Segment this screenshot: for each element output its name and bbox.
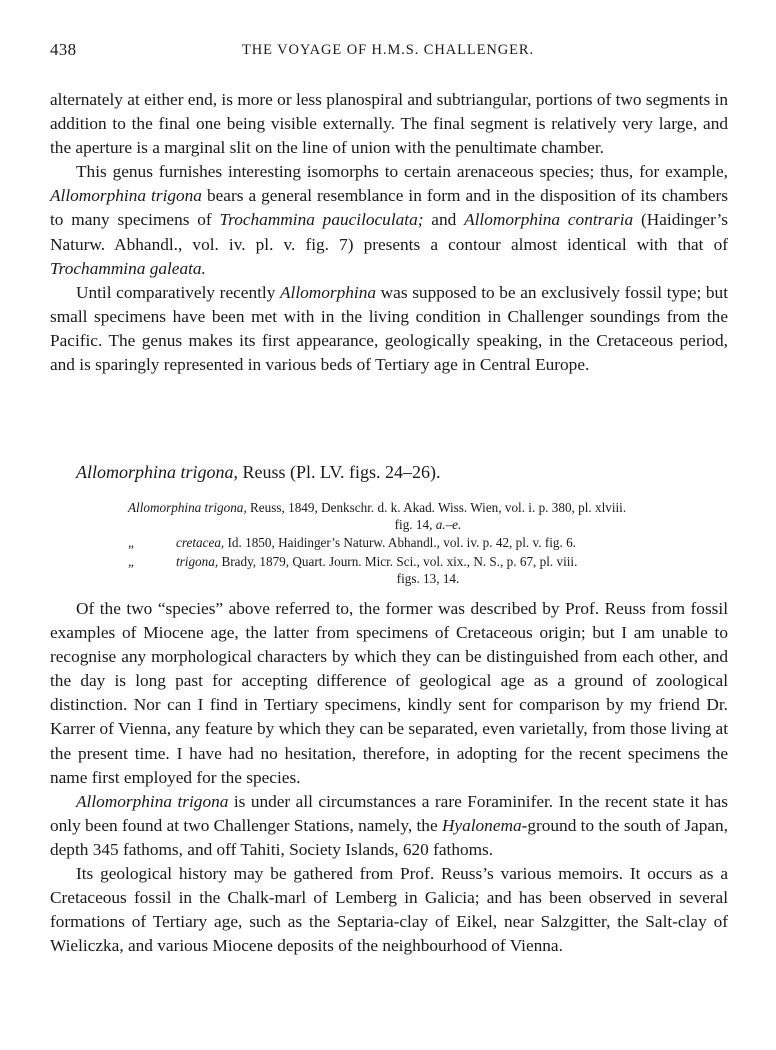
ditto-mark: „ [128, 554, 134, 569]
paragraph-distribution [50, 281, 728, 377]
running-title: THE VOYAGE OF H.M.S. CHALLENGER. [242, 42, 534, 58]
text-run: is under all circumstances a rare Foraminifer. In the recent state it has only been found at two Challenger Stations, namely, the [50, 791, 728, 835]
species-discussion [50, 597, 728, 958]
taxon-name: Trochammina galeata. [50, 258, 206, 278]
paragraph-recent-distribution [50, 790, 728, 862]
paragraph-species-comparison [50, 597, 728, 790]
species-name: Allomorphina trigona, [76, 462, 239, 482]
paragraph-text: alternately at either end, is more or less planospiral and subtriangular, portions of two segments in addition to the final one being visible externally. The final segment is relatively very large, and the aperture is a marginal slit on the line of union with the penultimate chamber. [50, 90, 728, 158]
paragraph-continued [50, 88, 728, 160]
ditto-mark: „ [128, 535, 134, 550]
taxon-name: Allomorphina trigona [50, 186, 202, 206]
taxon-name: Allomorphina [280, 282, 377, 302]
taxon-name: Allomorphina contraria [464, 210, 634, 230]
text-run: and [423, 210, 465, 230]
synonym-reference-cont: figs. 13, 14. [396, 570, 460, 586]
paragraph-isomorphs [50, 160, 728, 280]
synonym-reference-cont: fig. 14, [394, 516, 436, 532]
paragraph-text: Its geological history may be gathered from Prof. Reuss’s various memoirs. It occurs as a Cretaceous fossil in the Chalk-marl of Lemberg in Galicia; and has been observed in several formations of Tertiary age, such as the Septaria-clay of Eikel, near Salzgitter, the Salt-clay of Wieliczka, and various Miocene deposits of the neighbourhood of Vienna. [50, 864, 728, 956]
synonym-name: trigona, [176, 554, 219, 569]
synonym-reference: Brady, 1879, Quart. Journ. Micr. Sci., vol. xix., N. S., p. 67, pl. viii. [218, 554, 578, 569]
synonym-reference: Id. 1850, Haidinger’s Naturw. Abhandl., vol. iv. p. 42, pl. v. fig. 6. [224, 535, 576, 550]
text-run: was supposed to be an exclusively fossil type; but small specimens have been met with in the living condition in Challenger soundings from the Pacific. The genus makes its first appearance, geologically speaking, in the Cretaceous period, and is sparingly represented in various beds of Tertiary age in Central Europe. [50, 282, 728, 375]
taxon-name: Trochammina pauciloculata; [219, 210, 424, 230]
synonym-name: cretacea, [176, 535, 225, 550]
genus-description [50, 88, 728, 377]
text-run: Until comparatively recently [76, 282, 280, 302]
paragraph-text: Of the two “species” above referred to, the former was described by Prof. Reuss from fossil examples of Miocene age, the latter from specimens of Cretaceous origin; but I am unable to recognise any morphological characters by which they can be distinguished from each other, and the day is long past for accepting difference of geological age as a ground of zoological distinction. Nor can I find in Tertiary specimens, kindly sent for comparison by my friend Dr. Karrer of Vienna, any feature by which they can be separated, even varietally, from those living at the present time. I have had no hesitation, therefore, in adopting for the recent specimens the name first employed for the species. [50, 599, 728, 787]
page-number: 438 [50, 40, 77, 59]
synonym-reference: Reuss, 1849, Denkschr. d. k. Akad. Wiss. Wien, vol. i. p. 380, pl. xlviii. [246, 500, 627, 515]
synonymy-entry [128, 554, 728, 587]
synonymy-entry [128, 500, 728, 533]
text-run: -ground to the south of Japan, depth 345 fathoms, and off Tahiti, Society Islands, 620 fathoms. [50, 815, 729, 859]
species-heading [76, 460, 726, 484]
species-authority: Reuss (Pl. LV. figs. 24–26). [238, 462, 441, 482]
text-run: This genus furnishes interesting isomorphs to certain arenaceous species; thus, for example, [76, 162, 728, 182]
text-run: bears a general resemblance in form and in the disposition of its chambers to many specimens of [50, 186, 728, 230]
page-header [50, 40, 726, 64]
taxon-name: Allomorphina trigona [76, 791, 229, 811]
synonymy-entry [128, 535, 728, 552]
text-run: (Haidinger’s Naturw. Abhandl., vol. iv. pl. v. fig. 7) presents a contour almost identical with that of [50, 210, 729, 254]
synonym-name: Allomorphina trigona, [128, 500, 247, 515]
paragraph-geological-history [50, 862, 728, 958]
synonym-figure-letters: a.–e. [435, 516, 462, 532]
taxon-name: Hyalonema [441, 815, 522, 835]
